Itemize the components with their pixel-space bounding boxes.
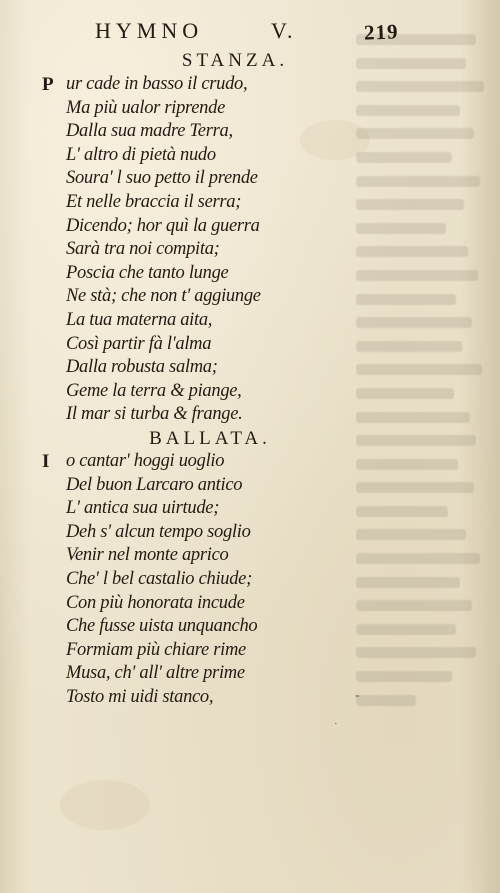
verse-text: Con più honorata incude [66,592,245,613]
paper-stain [60,780,150,830]
verse-line [0,144,420,168]
initial-letter: I [42,451,50,472]
verse-text: Del buon Larcaro antico [66,474,243,495]
verse-line [0,568,420,592]
verse-text: Musa, ch' all' altre prime [66,663,245,684]
verse-line [0,333,420,357]
verse-line [0,97,420,121]
verse-line [0,450,420,474]
verse-text: Soura' l suo petto il prende [66,168,258,189]
verse-line [0,356,420,380]
stray-mark: · [334,718,338,730]
initial-letter: P [42,74,54,95]
verse-text: Venir nel monte aprico [66,545,229,566]
verse-line [0,73,420,97]
verse-line [0,167,420,191]
verse-line [0,474,420,498]
stray-mark: - [355,688,360,703]
verse-text: ur cade in basso il crudo, [66,74,248,94]
verse-text: Dalla sua madre Terra, [66,121,233,142]
verse-text: Ne stà; che non t' aggiunge [66,286,261,307]
running-head-title: HYMNO [95,18,204,43]
verse-line [0,497,420,521]
verse-line [0,262,420,286]
verse-text: Formiam più chiare rime [66,639,246,660]
verse-text: La tua materna aita, [66,309,213,330]
ballata-heading: BALLATA. [149,428,271,449]
verse-text: Ma più ualor riprende [66,97,225,118]
verse-line [0,403,420,427]
verse-line [0,120,420,144]
verse-text: o cantar' hoggi uoglio [66,451,225,471]
verse-text: Che' l bel castalio chiude; [66,568,252,589]
stanza-heading: STANZA. [181,50,289,71]
stanza-verses [0,73,420,427]
verse-line [0,285,420,309]
verse-text: Geme la terra & piange, [66,380,242,401]
verse-text: L' altro di pietà nudo [66,144,216,165]
page-number: 219 [363,19,399,45]
verse-text: Dalla robusta salma; [66,357,218,378]
ballata-verses [0,450,420,710]
verse-line [0,521,420,545]
verse-text: Che fusse uista unquancho [66,616,258,637]
verse-text: Il mar si turba & frange. [66,404,243,425]
verse-line [0,615,420,639]
verse-line [0,309,420,333]
verse-text: Dicendo; hor quì la guerra [66,215,260,236]
verse-line [0,238,420,262]
verse-text: L' antica sua uirtude; [66,498,220,519]
verse-line [0,380,420,404]
verse-line [0,639,420,663]
hymn-number: V. [271,18,296,43]
verse-text: Et nelle braccia il serra; [66,191,242,212]
verse-line [0,191,420,215]
verse-line [0,544,420,568]
verse-line [0,592,420,616]
verse-line [0,662,420,686]
verse-text: Deh s' alcun tempo soglio [66,521,251,542]
verse-text: Tosto mi uidi stanco, [66,686,214,707]
verse-line [0,215,420,239]
verse-text: Poscia che tanto lunge [66,262,229,283]
verse-text: Così partir fà l'alma [66,333,212,354]
verse-text: Sarà tra noi compita; [66,239,220,260]
